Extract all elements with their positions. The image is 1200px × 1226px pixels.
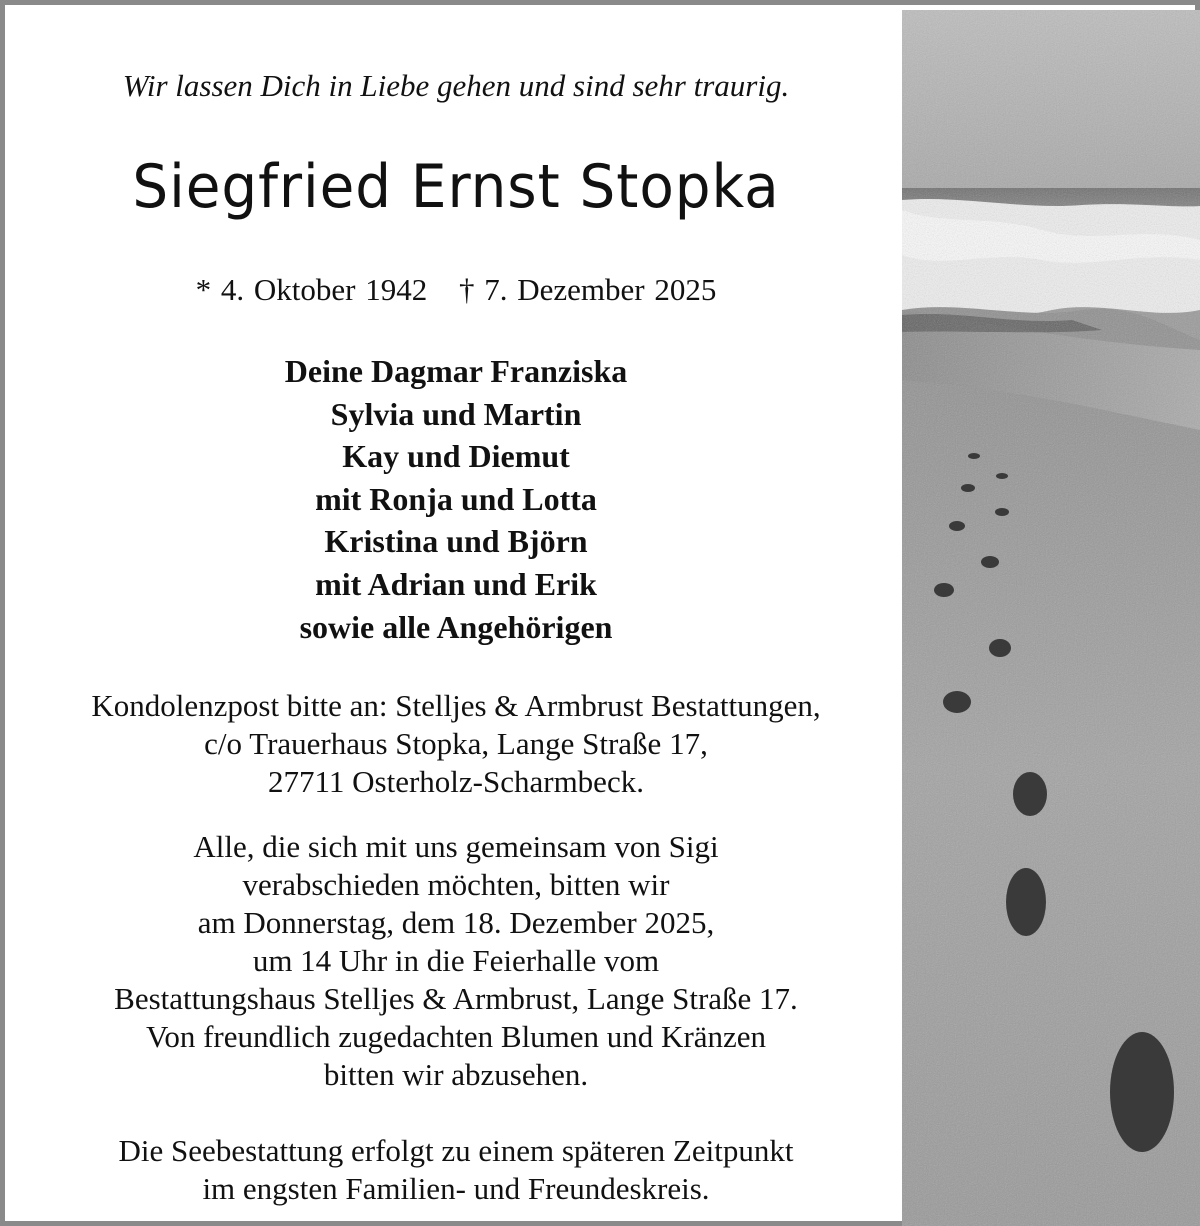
farewell-line: am Donnerstag, dem 18. Dezember 2025, [197, 905, 715, 940]
burial-note [10, 1132, 902, 1208]
footprint [995, 508, 1009, 516]
footprint [981, 556, 999, 568]
farewell-invitation [10, 828, 902, 1094]
footprint [1006, 868, 1046, 936]
footprint [1013, 772, 1047, 816]
condolence-line: c/o Trauerhaus Stopka, Lange Straße 17, [204, 726, 708, 761]
farewell-line: bitten wir abzusehen. [323, 1057, 589, 1092]
farewell-line: Bestattungshaus Stelljes & Armbrust, Lange Straße 17. [114, 981, 798, 1016]
life-dates [10, 272, 902, 308]
condolence-line: 27711 Osterholz-Scharmbeck. [268, 764, 644, 799]
death-date: † 7. Dezember 2025 [458, 272, 717, 307]
deceased-name: Siegfried Ernst Stopka [132, 152, 780, 222]
farewell-line: um 14 Uhr in die Feierhalle vom [252, 943, 660, 978]
footprint [943, 691, 971, 713]
farewell-line: verabschieden möchten, bitten wir [242, 867, 670, 902]
birth-date: * 4. Oktober 1942 [195, 272, 428, 307]
beach-footprints-photo [902, 10, 1200, 1226]
burial-line: im engsten Familien- und Freundeskreis. [202, 1171, 710, 1206]
footprint [968, 453, 980, 459]
beach-footprints-image [902, 10, 1200, 1226]
footprint [934, 583, 954, 597]
condolence-address [10, 687, 902, 801]
mourner-line: mit Ronja und Lotta [315, 480, 597, 517]
text-column [10, 10, 902, 1226]
mourner-line: sowie alle Angehörigen [299, 608, 613, 645]
condolence-line: Kondolenzpost bitte an: Stelljes & Armbrust Bestattungen, [91, 688, 821, 723]
mourners-list [10, 350, 902, 648]
footprint [996, 473, 1008, 479]
footprint [989, 639, 1011, 657]
farewell-line: Alle, die sich mit uns gemeinsam von Sigi [193, 829, 719, 864]
mourner-line: Deine Dagmar Franziska [284, 353, 628, 389]
mourner-line: Kay und Diemut [342, 438, 570, 475]
footprint [949, 521, 965, 531]
mourner-line: mit Adrian und Erik [315, 565, 597, 602]
footprint [1110, 1032, 1174, 1152]
mourner-line: Sylvia und Martin [330, 395, 582, 432]
farewell-line: Von freundlich zugedachten Blumen und Kränzen [145, 1019, 767, 1054]
motto: Wir lassen Dich in Liebe gehen und sind sehr traurig. [122, 68, 790, 103]
burial-line: Die Seebestattung erfolgt zu einem späteren Zeitpunkt [118, 1133, 794, 1168]
footprint [961, 484, 975, 492]
mourner-line: Kristina und Björn [324, 523, 588, 560]
